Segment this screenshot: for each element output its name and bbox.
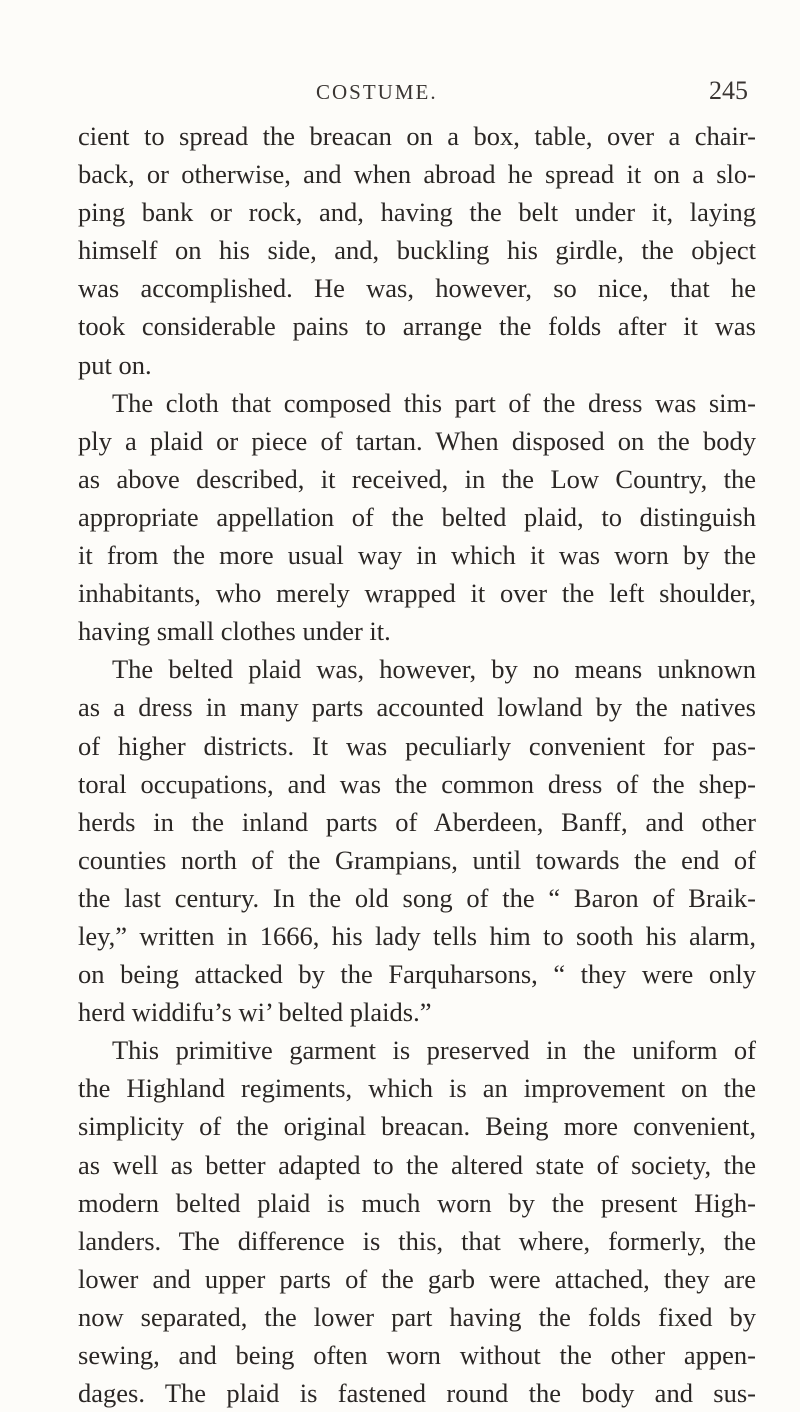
text-line: put on. (78, 349, 152, 380)
text-line: ley,” written in 1666, his lady tells him to sooth his alarm, (78, 920, 756, 951)
text-line: The belted plaid was, however, by no means unknown (112, 654, 756, 685)
text-line: himself on his side, and, buckling his girdle, the object (78, 235, 756, 266)
text-line: lower and upper parts of the garb were attached, they are (78, 1263, 756, 1294)
running-head (0, 76, 800, 110)
text-line: landers. The difference is this, that where, formerly, the (78, 1225, 756, 1256)
text-line: back, or otherwise, and when abroad he spread it on a slo- (78, 159, 756, 190)
text-line: was accomplished. He was, however, so nice, that he (78, 273, 756, 304)
text-line: as well as better adapted to the altered state of society, the (78, 1149, 756, 1180)
running-head-title: COSTUME. (316, 80, 438, 104)
text-line: modern belted plaid is much worn by the present High- (78, 1187, 756, 1218)
text-line: of higher districts. It was peculiarly convenient for pas- (78, 730, 756, 761)
text-line: the last century. In the old song of the “ Baron of Braik- (78, 882, 756, 913)
text-line: inhabitants, who merely wrapped it over the left shoulder, (78, 578, 756, 609)
text-line: counties north of the Grampians, until towards the end of (78, 844, 756, 875)
text-line: toral occupations, and was the common dress of the shep- (78, 768, 756, 799)
text-line: cient to spread the breacan on a box, table, over a chair- (78, 121, 756, 151)
text-line: as above described, it received, in the Low Country, the (78, 463, 756, 494)
body-text (78, 117, 756, 1412)
page-number: 245 (709, 76, 748, 105)
text-line: took considerable pains to arrange the folds after it was (78, 311, 756, 342)
text-line: The cloth that composed this part of the dress was sim- (112, 387, 756, 418)
text-line: it from the more usual way in which it was worn by the (78, 540, 756, 571)
text-line: herds in the inland parts of Aberdeen, Banff, and other (78, 806, 756, 837)
text-line: the Highland regiments, which is an improvement on the (78, 1073, 756, 1104)
text-line: herd widdifu’s wi’ belted plaids.” (78, 997, 432, 1028)
text-line: appropriate appellation of the belted plaid, to distinguish (78, 501, 756, 532)
text-line: dages. The plaid is fastened round the body and sus- (78, 1378, 756, 1409)
text-line: ply a plaid or piece of tartan. When disposed on the body (78, 425, 756, 456)
text-line: ping bank or rock, and, having the belt under it, laying (78, 197, 756, 228)
text-line: having small clothes under it. (78, 616, 391, 647)
text-line: This primitive garment is preserved in the uniform of (112, 1035, 756, 1066)
text-line: now separated, the lower part having the folds fixed by (78, 1301, 756, 1332)
text-line: sewing, and being often worn without the other appen- (78, 1340, 756, 1370)
text-line: as a dress in many parts accounted lowland by the natives (78, 692, 756, 723)
text-line: simplicity of the original breacan. Being more convenient, (78, 1111, 756, 1142)
text-line: on being attacked by the Farquharsons, “ they were only (78, 959, 756, 990)
